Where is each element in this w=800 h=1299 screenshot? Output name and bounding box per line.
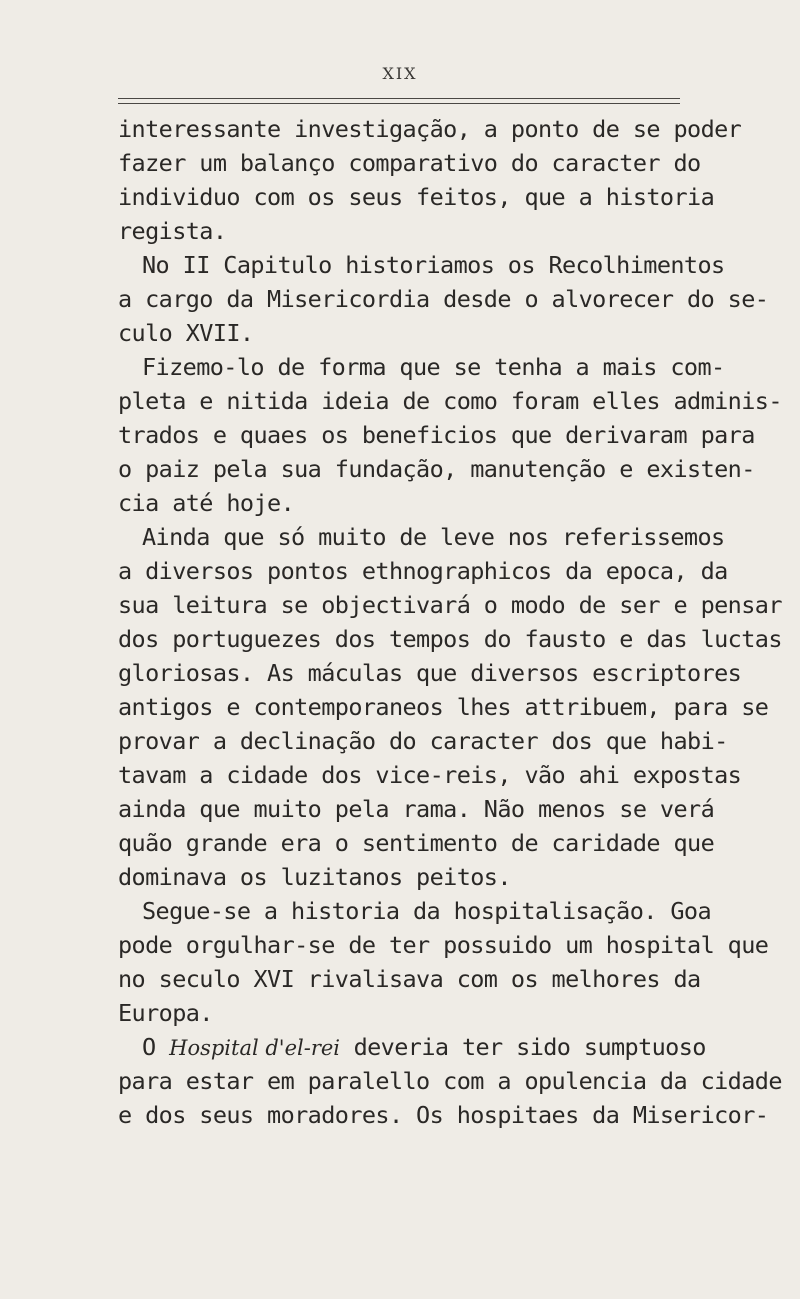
text-line: quão grande era o sentimento de caridade que [118,829,715,857]
text-line: individuo com os seus feitos, que a historia [118,183,715,211]
text-line: a diversos pontos ethnographicos da epoca, da [118,557,728,585]
text-line: antigos e contemporaneos lhes attribuem, para se [118,693,769,721]
text-line: Ainda que só muito de leve nos referissemos [142,523,725,551]
text-line: o paiz pela sua fundação, manutenção e existen- [118,455,755,483]
text-line: sua leitura se objectivará o modo de ser e pensar [118,591,782,619]
text-line: gloriosas. As máculas que diversos escriptores [118,659,742,687]
text-line: pleta e nitida ideia de como foram elles adminis- [118,387,782,415]
text-run: O [142,1033,156,1061]
text-line: Fizemo-lo de forma que se tenha a mais com- [142,353,725,381]
text-line: trados e quaes os beneficios que derivaram para [118,421,755,449]
text-line: Segue-se a historia da hospitalisação. Goa [142,897,712,925]
header-rule-top [118,98,680,99]
body-text [118,112,782,1132]
text-line: interessante investigação, a ponto de se poder [118,115,742,143]
text-line: fazer um balanço comparativo do caracter do [118,149,701,177]
text-line: provar a declinação do caracter dos que habi- [118,727,728,755]
text-line: para estar em paralello com a opulencia da cidade [118,1067,782,1095]
text-line: tavam a cidade dos vice-reis, vão ahi expostas [118,761,742,789]
text-line: culo XVII. [118,319,254,347]
text-line: pode orgulhar-se de ter possuido um hospital que [118,931,769,959]
text-line: cia até hoje. [118,489,295,517]
text-line: ainda que muito pela rama. Não menos se verá [118,795,715,823]
text-line-mixed [118,1030,706,1064]
text-line: e dos seus moradores. Os hospitaes da Misericor- [118,1101,769,1129]
italic-title: Hospital d'el-rei [169,1036,341,1060]
text-line: No II Capitulo historiamos os Recolhimentos [142,251,725,279]
text-run: deveria ter sido sumptuoso [353,1033,706,1061]
header-rule-bottom [118,103,680,104]
text-line: no seculo XVI rivalisava com os melhores da [118,965,701,993]
page-number: XIX [382,64,418,83]
text-line: a cargo da Misericordia desde o alvorecer do se- [118,285,769,313]
text-line: regista. [118,217,227,245]
text-line: dos portuguezes dos tempos do fausto e das luctas [118,625,782,653]
text-line: Europa. [118,999,213,1027]
text-line: dominava os luzitanos peitos. [118,863,511,891]
